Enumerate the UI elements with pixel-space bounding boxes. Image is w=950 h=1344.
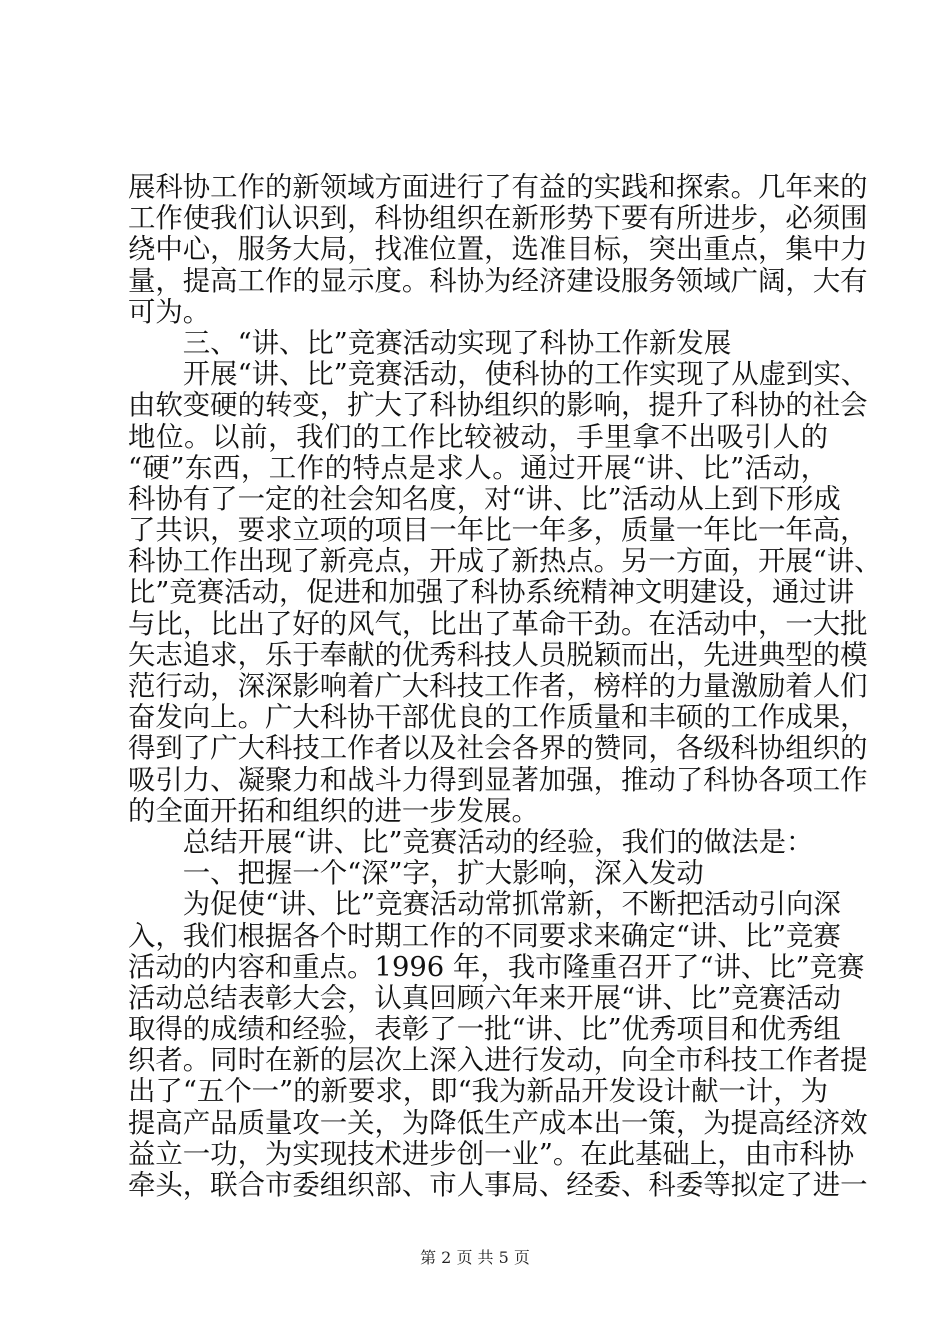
text-line: 矢志追求，乐于奉献的优秀科技人员脱颖而出，先进典型的模 — [128, 639, 868, 671]
text-line: 由软变硬的转变，扩大了科协组织的影响，提升了科协的社会 — [128, 390, 868, 422]
text-line: 活动的内容和重点。1996 年，我市隆重召开了“讲、比”竞赛 — [128, 951, 865, 983]
text-line: 一、把握一个“深”字，扩大影响，深入发动 — [128, 858, 704, 890]
text-line: 总结开展“讲、比”竞赛活动的经验，我们的做法是： — [128, 826, 814, 858]
text-line: 活动总结表彰大会，认真回顾六年来开展“讲、比”竞赛活动 — [128, 982, 841, 1014]
text-line: 科协工作出现了新亮点，开成了新热点。另一方面，开展“讲、 — [128, 546, 882, 578]
text-line: “硬”东西，工作的特点是求人。通过开展“讲、比”活动， — [128, 452, 828, 484]
text-line: 可为。 — [128, 296, 211, 328]
text-line: 出了“五个一”的新要求，即“我为新品开发设计献一计，为 — [128, 1076, 828, 1108]
text-line: 范行动，深深影响着广大科技工作者，榜样的力量激励着人们 — [128, 671, 868, 702]
text-line: 为促使“讲、比”竞赛活动常抓常新，不断把活动引向深 — [128, 889, 841, 921]
text-line: 了共识，要求立项的项目一年比一年多，质量一年比一年高， — [128, 515, 868, 547]
text-line: 提高产品质量攻一关，为降低生产成本出一策，为提高经济效 — [128, 1107, 868, 1139]
text-line: 三、“讲、比”竞赛活动实现了科协工作新发展 — [128, 327, 732, 359]
text-line: 与比，比出了好的风气，比出了革命干劲。在活动中，一大批 — [128, 608, 868, 640]
text-line: 工作使我们认识到，科协组织在新形势下要有所进步，必须围 — [128, 203, 868, 235]
text-line: 得到了广大科技工作者以及社会各界的赞同，各级科协组织的 — [128, 733, 868, 765]
text-line: 量，提高工作的显示度。科协为经济建设服务领域广阔，大有 — [128, 265, 868, 297]
text-line: 吸引力、凝聚力和战斗力得到显著加强，推动了科协各项工作 — [128, 764, 868, 796]
page-footer: 第 2 页 共 5 页 — [420, 1248, 530, 1267]
text-line: 织者。同时在新的层次上深入进行发动，向全市科技工作者提 — [128, 1045, 868, 1077]
text-line: 地位。以前，我们的工作比较被动，手里拿不出吸引人的 — [128, 421, 828, 453]
text-line: 的全面开拓和组织的进一步发展。 — [128, 795, 539, 827]
text-line: 牵头，联合市委组织部、市人事局、经委、科委等拟定了进一 — [128, 1170, 868, 1201]
text-line: 展科协工作的新领域方面进行了有益的实践和探索。几年来的 — [128, 172, 868, 203]
text-line: 科协有了一定的社会知名度，对“讲、比”活动从上到下形成 — [128, 483, 841, 515]
text-line: 绕中心，服务大局，找准位置，选准目标，突出重点，集中力 — [128, 234, 868, 266]
text-line: 益立一功，为实现技术进步创一业”。在此基础上，由市科协 — [128, 1138, 855, 1170]
text-line: 开展“讲、比”竞赛活动，使科协的工作实现了从虚到实、 — [128, 359, 869, 391]
text-line: 比”竞赛活动，促进和加强了科协系统精神文明建设，通过讲 — [128, 577, 855, 609]
text-line: 奋发向上。广大科协干部优良的工作质量和丰硕的工作成果， — [128, 702, 868, 734]
text-line: 入，我们根据各个时期工作的不同要求来确定“讲、比”竞赛 — [128, 920, 841, 952]
document-body — [128, 172, 882, 1201]
text-line: 取得的成绩和经验，表彰了一批“讲、比”优秀项目和优秀组 — [128, 1014, 841, 1046]
